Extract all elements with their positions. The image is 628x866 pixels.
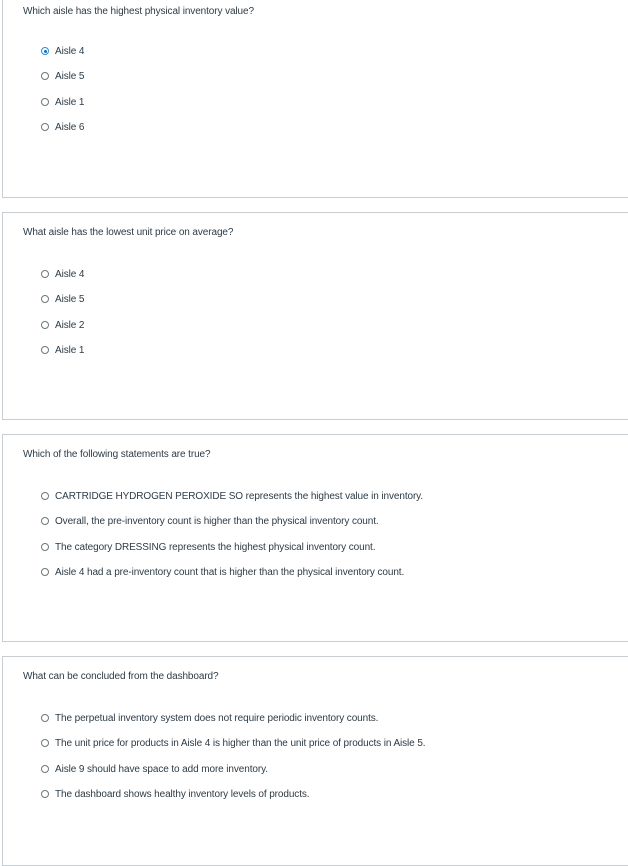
radio-icon[interactable]	[41, 346, 49, 354]
answer-option[interactable]	[41, 122, 84, 147]
answer-label: Aisle 4 had a pre-inventory count that is higher than the physical inventory count.	[55, 567, 405, 579]
answer-label: Aisle 6	[55, 122, 85, 134]
radio-icon[interactable]	[41, 790, 49, 798]
answer-label: Aisle 2	[55, 319, 85, 331]
answer-label: Aisle 1	[55, 96, 85, 108]
radio-icon[interactable]	[41, 517, 49, 525]
answer-option[interactable]	[41, 320, 84, 345]
answer-label: Aisle 4	[55, 46, 85, 57]
answer-list	[41, 491, 423, 593]
question-card-2	[2, 212, 628, 420]
radio-selected-icon[interactable]	[41, 47, 49, 55]
answer-list	[41, 269, 84, 371]
answer-label: Aisle 5	[55, 71, 85, 83]
answer-label: Overall, the pre-inventory count is higher than the physical inventory count.	[55, 516, 379, 528]
answer-option[interactable]	[41, 738, 425, 763]
answer-option[interactable]	[41, 567, 423, 592]
answer-option[interactable]	[41, 764, 425, 789]
question-card-1	[2, 0, 628, 198]
radio-icon[interactable]	[41, 714, 49, 722]
question-text: What can be concluded from the dashboard?	[23, 671, 219, 682]
radio-icon[interactable]	[41, 270, 49, 278]
answer-option[interactable]	[41, 491, 423, 516]
answer-label: CARTRIDGE HYDROGEN PEROXIDE SO represents the highest value in inventory.	[55, 491, 424, 502]
answer-label: The dashboard shows healthy inventory levels of products.	[55, 789, 310, 801]
answer-label: The category DRESSING represents the highest physical inventory count.	[55, 541, 376, 553]
answer-label: Aisle 4	[55, 269, 85, 280]
radio-icon[interactable]	[41, 739, 49, 747]
answer-list	[41, 713, 425, 815]
answer-label: Aisle 1	[55, 345, 85, 357]
answer-option[interactable]	[41, 269, 84, 294]
question-card-4	[2, 656, 628, 866]
answer-label: Aisle 5	[55, 294, 85, 306]
radio-icon[interactable]	[41, 123, 49, 131]
answer-option[interactable]	[41, 713, 425, 738]
radio-icon[interactable]	[41, 321, 49, 329]
answer-option[interactable]	[41, 789, 425, 814]
answer-option[interactable]	[41, 71, 84, 96]
radio-icon[interactable]	[41, 72, 49, 80]
answer-option[interactable]	[41, 345, 84, 370]
answer-label: Aisle 9 should have space to add more inventory.	[55, 763, 268, 775]
answer-option[interactable]	[41, 97, 84, 122]
answer-option[interactable]	[41, 46, 84, 71]
answer-option[interactable]	[41, 542, 423, 567]
question-text: What aisle has the lowest unit price on average?	[23, 227, 234, 238]
answer-option[interactable]	[41, 294, 84, 319]
radio-icon[interactable]	[41, 492, 49, 500]
answer-label: The perpetual inventory system does not require periodic inventory counts.	[55, 713, 379, 724]
radio-icon[interactable]	[41, 98, 49, 106]
answer-list	[41, 46, 84, 148]
question-text: Which of the following statements are true?	[23, 449, 211, 460]
answer-option[interactable]	[41, 516, 423, 541]
radio-icon[interactable]	[41, 543, 49, 551]
radio-icon[interactable]	[41, 568, 49, 576]
question-card-3	[2, 434, 628, 642]
answer-label: The unit price for products in Aisle 4 is higher than the unit price of products in Aisle 5.	[55, 738, 426, 750]
radio-icon[interactable]	[41, 295, 49, 303]
radio-icon[interactable]	[41, 765, 49, 773]
question-text: Which aisle has the highest physical inventory value?	[23, 6, 254, 17]
